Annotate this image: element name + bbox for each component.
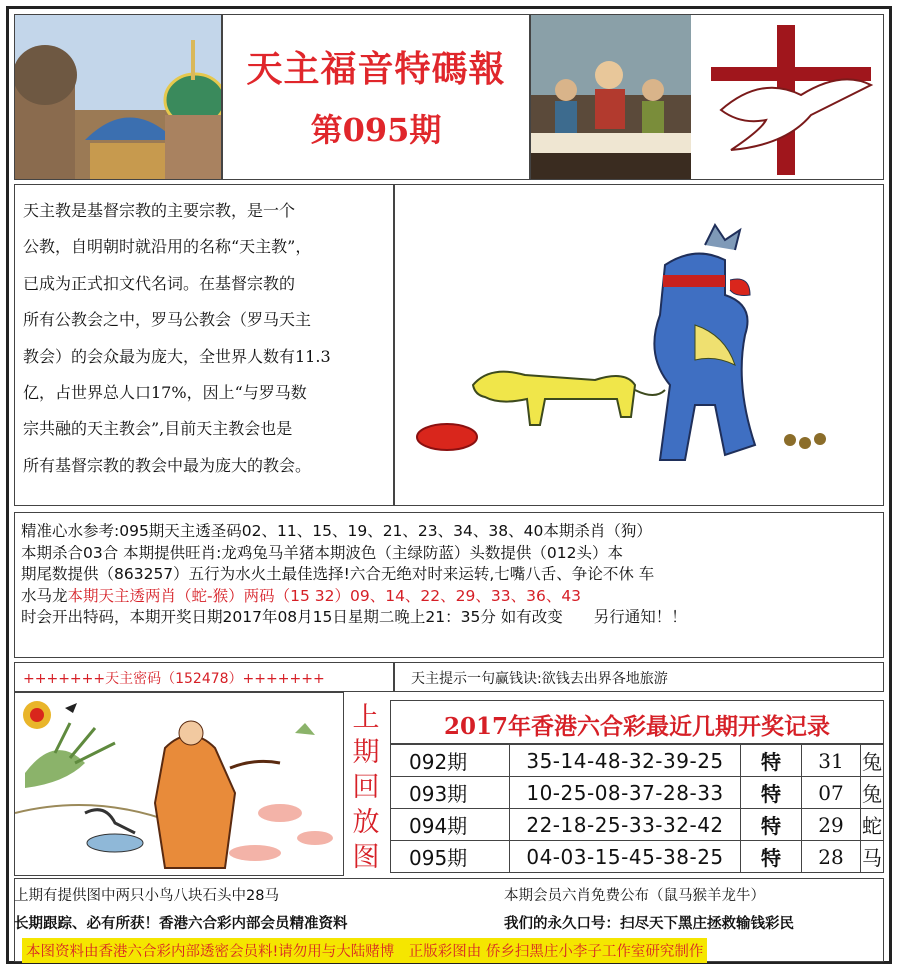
zodiac-cell: 兔 [861,745,884,777]
table-row [391,809,884,841]
records-title: 2017年香港六合彩最近几期开奖记录 [443,713,830,740]
special-number-cell: 29 [802,809,861,841]
numbers-cell: 35-14-48-32-39-25 [510,745,741,777]
replay-title-char: 回 [352,772,380,803]
zodiac-cell: 马 [861,841,884,873]
header-photo-right [530,14,884,180]
table-row [391,777,884,809]
hint-text: 天主提示一句赢钱诀:欲钱去出界各地旅游 [411,671,668,687]
tips-box [14,512,884,658]
page-title: 天主福音特碼報 [246,48,506,90]
replay-title [346,700,386,875]
numbers-cell: 22-18-25-33-32-42 [510,809,741,841]
replay-title-char: 图 [352,842,380,873]
records-table [390,744,884,873]
intro-line: 所有公教会之中，罗马公教会（罗马天主 [23,310,312,330]
footer-note-right: 本期会员六肖免费公布（鼠马猴羊龙牛） [504,888,765,904]
special-number-cell: 28 [802,841,861,873]
church-domes-photo [15,15,222,180]
numbers-cell: 04-03-15-45-38-25 [510,841,741,873]
special-label-cell: 特 [741,745,802,777]
footer-slogan-left: 长期跟踪、必有所获！香港六合彩内部会员精准资料 [14,916,348,932]
secret-code-box [14,662,394,692]
tips-line: 本期杀合03合 本期提供旺肖:龙鸡兔马羊猪本期波色（主绿防蓝）头数提供（012头）本 [21,543,623,562]
special-number-cell: 31 [802,745,861,777]
period-cell: 095期 [391,841,510,873]
footer-note-left: 上期有提供图中两只小鸟八块石头中28马 [14,888,279,904]
tips-line: 期尾数提供（863257）五行为水火土最佳选择!六合无绝对时来运转,七嘴八舌、争论不休 车 [21,565,655,583]
special-label-cell: 特 [741,777,802,809]
numbers-cell: 10-25-08-37-28-33 [510,777,741,809]
cross-and-dove-icon [691,15,884,180]
tips-line: 时会开出特码，本期开奖日期2017年08月15日星期二晚上21：35分 如有改变 另行通知！！ [21,608,687,626]
table-row [391,745,884,777]
tips-highlight: 本期天主透两肖（蛇-猴）两码（15 32）09、14、22、29、33、36、43 [67,586,582,605]
zodiac-cell: 蛇 [861,809,884,841]
replay-illustration [15,693,343,875]
intro-line: 亿，占世界总人口17%，因上“与罗马数 [23,383,307,403]
replay-title-char: 放 [352,807,380,838]
intro-line: 教会）的会众最为庞大，全世界人数有11.3 [23,346,331,366]
replay-title-char: 上 [352,702,380,733]
tips-line: 精准心水参考:095期天主透圣码02、11、15、19、21、23、34、38、40本期杀肖（狗） [21,522,652,540]
header-photo-left [14,14,222,180]
intro-line: 天主教是基督宗教的主要宗教，是一个 [23,201,296,220]
zodiac-cell: 兔 [861,777,884,809]
header-title-box [222,14,530,180]
replay-title-char: 期 [352,737,380,768]
intro-box [14,184,394,506]
period-cell: 094期 [391,809,510,841]
intro-line: 所有基督宗教的教会中最为庞大的教会。 [23,455,312,475]
table-row [391,841,884,873]
intro-line: 公教，自明朝时就沿用的名称“天主教”， [23,237,312,257]
period-cell: 093期 [391,777,510,809]
illustration-box [394,184,884,506]
tips-text [21,521,877,629]
intro-text [23,193,383,484]
issue-number: 第095期 [310,111,442,149]
intro-line: 宗共融的天主教会”,目前天主教会也是 [23,419,293,439]
tips-line [21,586,877,608]
intro-line: 已成为正式扣文代名词。在基督宗教的 [23,273,296,293]
special-number-cell: 07 [802,777,861,809]
special-label-cell: 特 [741,809,802,841]
secret-code: +++++++天主密码（152478）+++++++ [23,671,325,687]
hint-box [394,662,884,692]
replay-illustration-box [14,692,344,876]
footer-slogan-right: 我们的永久口号：扫尽天下黑庄拯救输钱彩民 [504,916,794,932]
special-label-cell: 特 [741,841,802,873]
period-cell: 092期 [391,745,510,777]
footer-banner: 本图资料由香港六合彩内部透密会员料!请勿用与大陆赌博 正版彩图由 侨乡扫黑庄小李子工作室研究制作 [22,938,707,963]
tips-line-prefix: 水马龙 [21,586,68,605]
records-title-box [390,700,884,744]
tiger-and-vessel-illustration [395,185,883,505]
